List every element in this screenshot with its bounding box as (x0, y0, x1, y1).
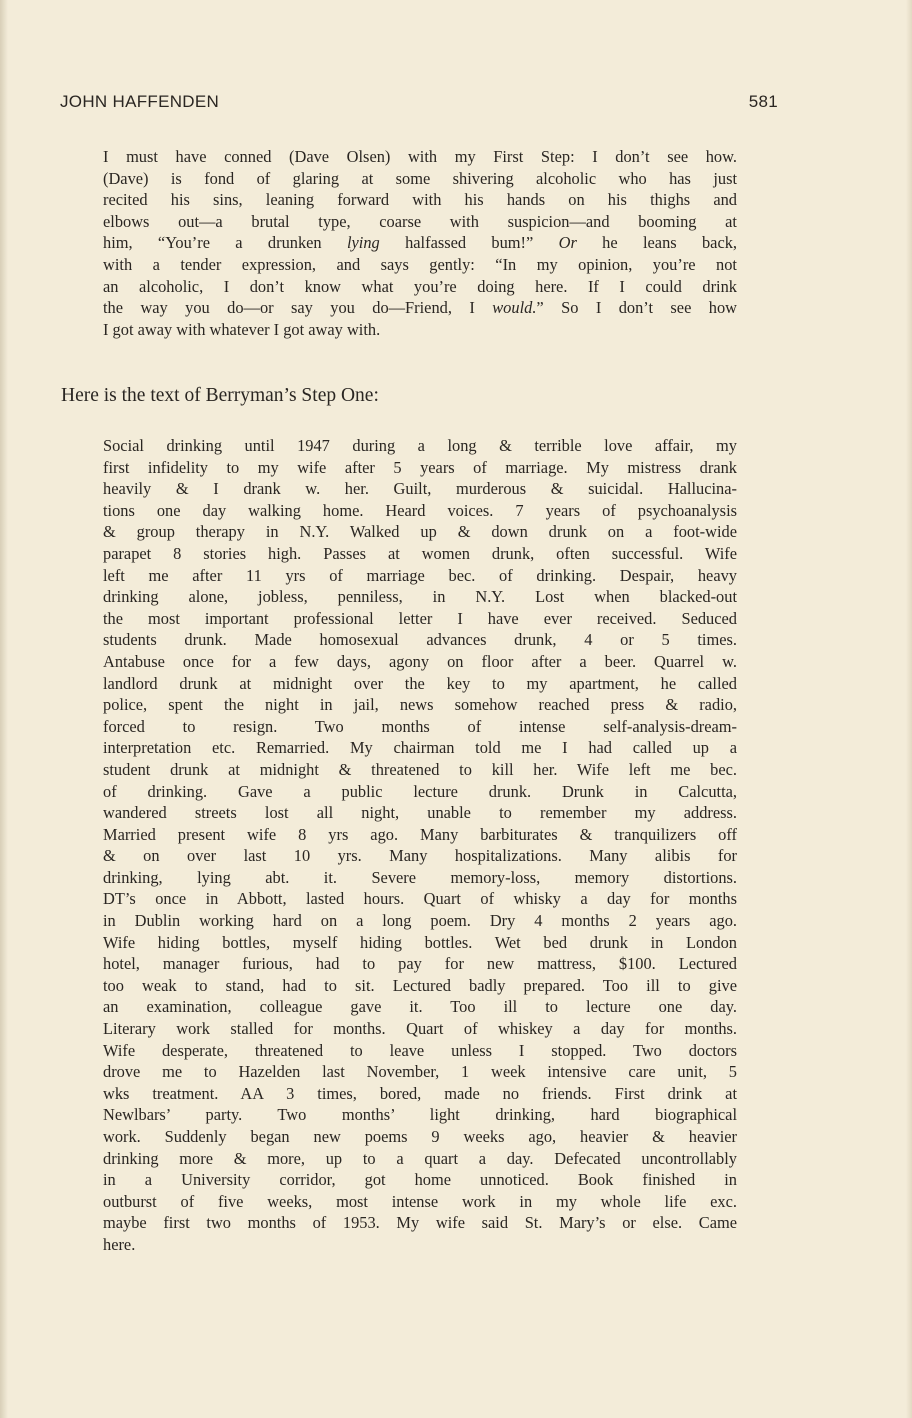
step-one-line: Married present wife 8 yrs ago. Many barbiturates & tranquilizers off (103, 824, 737, 844)
quote-text: ” So I don’t see how (536, 298, 737, 318)
intro-sentence: Here is the text of Berryman’s Step One: (61, 385, 379, 406)
quote-text: halfassed bum!” (379, 233, 559, 253)
step-one-passage (103, 435, 737, 1256)
quote-line: with a tender expression, and says gently: “In my opinion, you’re not (103, 254, 737, 274)
step-one-line: an examination, colleague gave it. Too ill to lecture one day. (103, 997, 737, 1017)
quote-line: I got away with whatever I got away with. (103, 319, 381, 339)
quote-line (103, 232, 737, 254)
step-one-line: first infidelity to my wife after 5 years of marriage. My mistress drank (103, 457, 737, 477)
step-one-line: interpretation etc. Remarried. My chairman told me I had called up a (103, 738, 737, 758)
step-one-line: & on over last 10 yrs. Many hospitalizations. Many alibis for (103, 846, 737, 866)
running-head (60, 92, 778, 116)
quote-line: an alcoholic, I don’t know what you’re doing here. If I could drink (103, 276, 737, 296)
page-edge-shadow (0, 0, 8, 1418)
step-one-line: in Dublin working hard on a long poem. Dry 4 months 2 years ago. (103, 911, 737, 931)
step-one-line: students drunk. Made homosexual advances drunk, 4 or 5 times. (103, 630, 737, 650)
step-one-line: outburst of five weeks, most intense work in my whole life exc. (103, 1191, 737, 1211)
step-one-line: parapet 8 stories high. Passes at women drunk, often successful. Wife (103, 543, 737, 563)
step-one-line: hotel, manager furious, had to pay for new mattress, $100. Lectured (103, 954, 737, 974)
step-one-line: Literary work stalled for months. Quart of whiskey a day for months. (103, 1019, 737, 1039)
page-edge-right (906, 0, 912, 1418)
quote-text: he leans back, (576, 233, 737, 253)
step-one-line: student drunk at midnight & threatened to kill her. Wife left me bec. (103, 759, 737, 779)
step-one-line: Antabuse once for a few days, agony on floor after a beer. Quarrel w. (103, 651, 737, 671)
step-one-line: tions one day walking home. Heard voices. 7 years of psychoanalysis (103, 500, 737, 520)
running-head-author: JOHN HAFFENDEN (60, 92, 220, 111)
step-one-line: police, spent the night in jail, news somehow reached press & radio, (103, 695, 737, 715)
quote-line: elbows out—a brutal type, coarse with suspicion—and booming at (103, 211, 737, 231)
quote-line: I must have conned (Dave Olsen) with my First Step: I don’t see how. (103, 147, 737, 166)
step-one-line: work. Suddenly began new poems 9 weeks ago, heavier & heavier (103, 1127, 737, 1146)
quoted-passage (103, 146, 737, 340)
italic-word: would. (492, 298, 537, 318)
step-one-line: wandered streets lost all night, unable to remember my address. (103, 803, 737, 823)
italic-word: Or (558, 233, 577, 253)
step-one-line: too weak to stand, had to sit. Lectured badly prepared. Too ill to give (103, 975, 737, 995)
quote-line: (Dave) is fond of glaring at some shivering alcoholic who has just (103, 168, 737, 188)
step-one-line: the most important professional letter I have ever received. Seduced (103, 608, 737, 628)
step-one-line: in a University corridor, got home unnoticed. Book finished in (103, 1170, 737, 1190)
step-one-line: forced to resign. Two months of intense self-analysis-dream- (103, 716, 737, 736)
step-one-line: drinking alone, jobless, penniless, in N.Y. Lost when blacked-out (103, 587, 737, 607)
step-one-line: & group therapy in N.Y. Walked up & down drunk on a foot-wide (103, 522, 737, 542)
page-number: 581 (748, 92, 778, 111)
step-one-line: heavily & I drank w. her. Guilt, murderous & suicidal. Hallucina- (103, 479, 737, 499)
step-one-line: wks treatment. AA 3 times, bored, made no friends. First drink at (103, 1083, 737, 1103)
step-one-line: Newlbars’ party. Two months’ light drinking, hard biographical (103, 1105, 737, 1125)
step-one-line: drove me to Hazelden last November, 1 week intensive care unit, 5 (103, 1062, 737, 1082)
step-one-line: Wife desperate, threatened to leave unless I stopped. Two doctors (103, 1040, 737, 1060)
step-one-line: DT’s once in Abbott, lasted hours. Quart of whisky a day for months (103, 889, 737, 909)
step-one-line: drinking more & more, up to a quart a day. Defecated uncontrollably (103, 1148, 737, 1168)
quote-text: him, “You’re a drunken (103, 233, 347, 253)
quote-line: recited his sins, leaning forward with his hands on his thighs and (103, 190, 737, 210)
step-one-line: Wife hiding bottles, myself hiding bottles. Wet bed drunk in London (103, 932, 737, 952)
italic-word: lying (346, 233, 380, 253)
step-one-line: landlord drunk at midnight over the key to my apartment, he called (103, 673, 737, 693)
quote-text: the way you do—or say you do—Friend, I (103, 298, 493, 318)
step-one-line: Social drinking until 1947 during a long & terrible love affair, my (103, 436, 737, 455)
step-one-line: here. (103, 1234, 136, 1254)
step-one-line: left me after 11 yrs of marriage bec. of drinking. Despair, heavy (103, 565, 737, 585)
step-one-line: of drinking. Gave a public lecture drunk. Drunk in Calcutta, (103, 781, 737, 801)
step-one-line: maybe first two months of 1953. My wife said St. Mary’s or else. Came (103, 1213, 737, 1233)
quote-line (103, 297, 737, 319)
step-one-line: drinking, lying abt. it. Severe memory-loss, memory distortions. (103, 867, 737, 887)
